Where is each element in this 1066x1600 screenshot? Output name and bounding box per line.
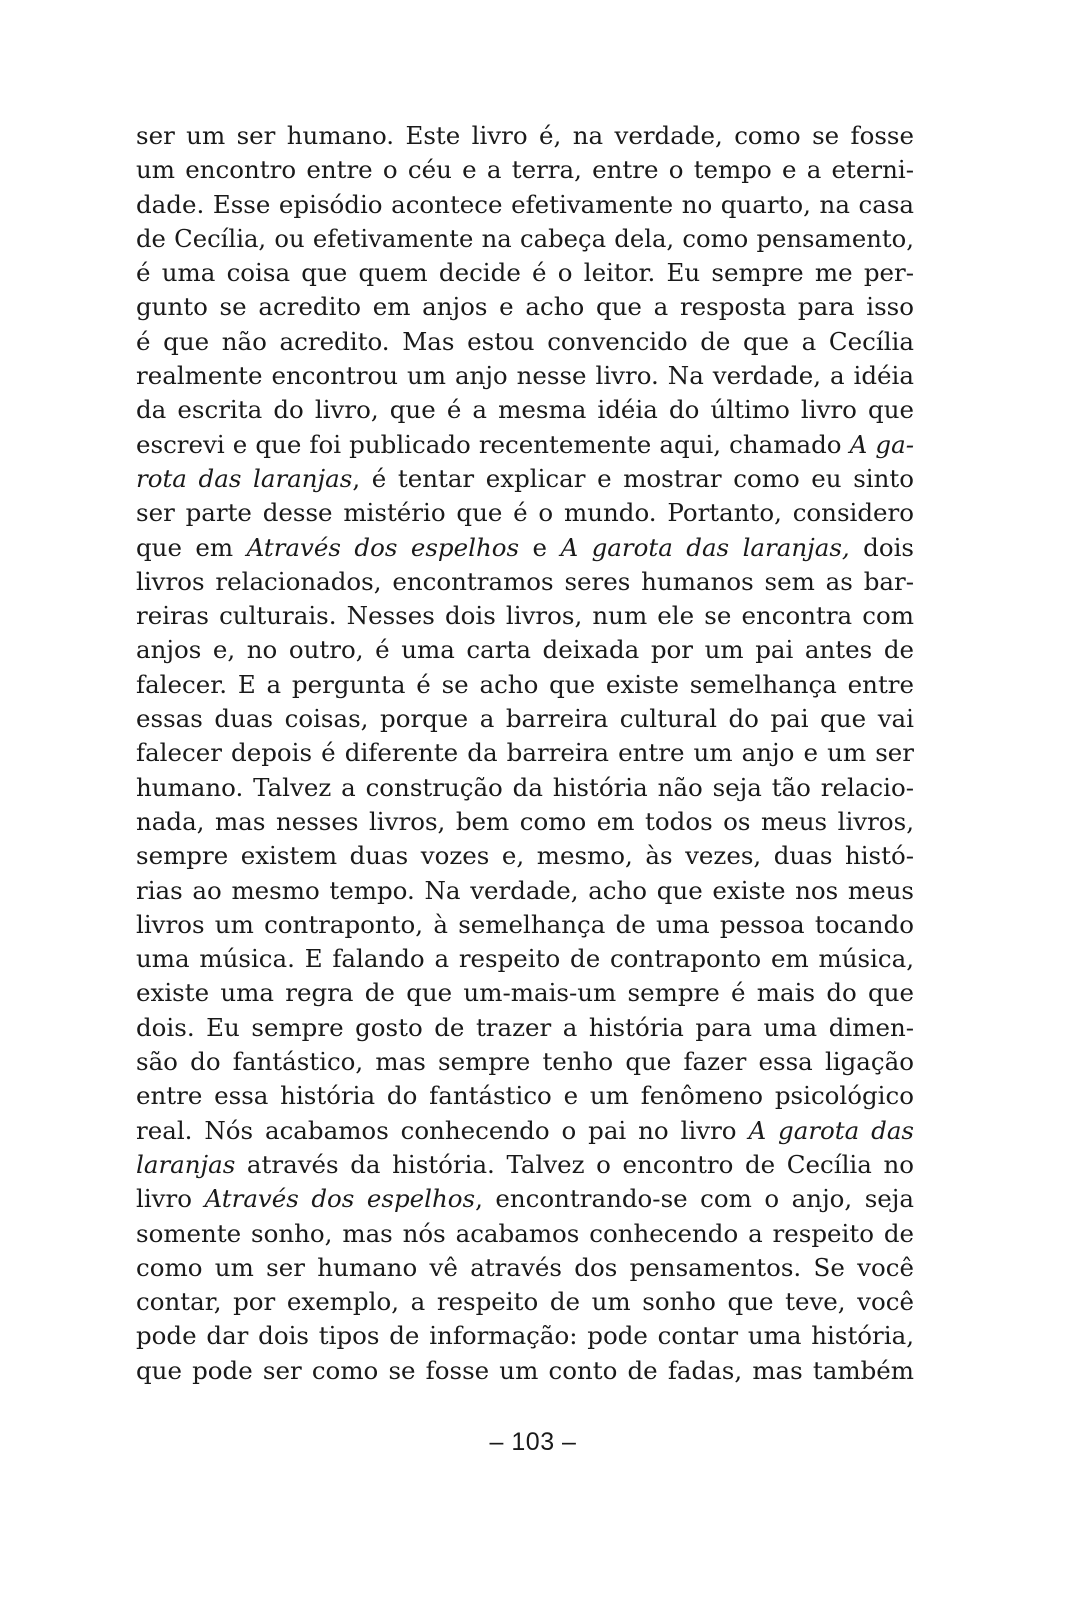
text-line <box>136 668 914 702</box>
text-segment: reiras culturais. Nesses dois livros, num ele se encontra com <box>136 601 914 631</box>
italic-title: A garota das laranjas, <box>560 532 850 562</box>
text-segment: ser parte desse mistério que é o mundo. Portanto, considero <box>136 498 914 528</box>
text-segment: falecer depois é diferente da barreira entre um anjo e um ser <box>136 738 914 768</box>
text-line <box>136 290 914 324</box>
text-line <box>136 771 914 805</box>
body-text <box>136 119 914 1388</box>
text-segment: ser um ser humano. Este livro é, na verdade, como se fosse <box>136 121 914 150</box>
italic-title: A ga- <box>849 429 914 459</box>
text-line <box>136 908 914 942</box>
text-segment: rias ao mesmo tempo. Na verdade, acho que existe nos meus <box>136 875 914 905</box>
text-line <box>136 839 914 873</box>
italic-title: Através dos espelhos <box>246 532 520 562</box>
text-line <box>136 599 914 633</box>
text-segment: existe uma regra de que um-mais-um sempre é mais do que <box>136 978 914 1008</box>
text-segment: gunto se acredito em anjos e acho que a resposta para isso <box>136 292 914 322</box>
text-segment: livro <box>136 1184 205 1214</box>
text-line <box>136 942 914 976</box>
italic-title: A garota das <box>748 1115 914 1145</box>
text-segment: dois <box>849 532 914 562</box>
text-line <box>136 736 914 770</box>
text-line <box>136 359 914 393</box>
text-segment: dois. Eu sempre gosto de trazer a história para uma dimen- <box>136 1012 914 1042</box>
text-line <box>136 1045 914 1079</box>
text-line <box>136 153 914 187</box>
text-segment: e <box>519 532 561 562</box>
text-segment: humano. Talvez a construção da história não seja tão relacio- <box>136 772 914 802</box>
text-segment: realmente encontrou um anjo nesse livro. Na verdade, a idéia <box>136 361 914 391</box>
text-line <box>136 119 914 153</box>
text-segment: da escrita do livro, que é a mesma idéia do último livro que <box>136 395 914 425</box>
text-line <box>136 633 914 667</box>
page-number: – 103 – <box>489 1428 577 1456</box>
text-segment: , é tentar explicar e mostrar como eu sinto <box>352 463 914 493</box>
italic-title: Através dos espelhos <box>204 1184 476 1214</box>
text-line <box>136 702 914 736</box>
italic-title: laranjas <box>136 1149 236 1179</box>
text-segment: real. Nós acabamos conhecendo o pai no livro <box>136 1115 749 1145</box>
text-segment: contar, por exemplo, a respeito de um sonho que teve, você <box>136 1287 914 1317</box>
text-segment: somente sonho, mas nós acabamos conhecendo a respeito de <box>136 1218 914 1248</box>
text-line <box>136 256 914 290</box>
text-line <box>136 1011 914 1045</box>
text-line <box>136 1285 914 1319</box>
text-segment: sempre existem duas vozes e, mesmo, às vezes, duas histó- <box>136 841 914 871</box>
text-line <box>136 976 914 1010</box>
text-segment: que em <box>136 532 247 562</box>
text-line <box>136 1217 914 1251</box>
text-line <box>136 1114 914 1148</box>
text-line <box>136 874 914 908</box>
text-segment: como um ser humano vê através dos pensamentos. Se você <box>136 1252 914 1282</box>
text-line <box>136 496 914 530</box>
text-line <box>136 1148 914 1182</box>
text-line <box>136 531 914 565</box>
text-line <box>136 393 914 427</box>
text-line <box>136 462 914 496</box>
text-segment: um encontro entre o céu e a terra, entre o tempo e a eterni- <box>136 155 914 185</box>
text-segment: livros relacionados, encontramos seres humanos sem as bar- <box>136 566 914 596</box>
text-line <box>136 222 914 256</box>
text-segment: de Cecília, ou efetivamente na cabeça dela, como pensamento, <box>136 223 914 253</box>
text-segment: entre essa história do fantástico e um fenômeno psicológico <box>136 1081 914 1111</box>
text-line <box>136 565 914 599</box>
text-segment: livros um contraponto, à semelhança de uma pessoa tocando <box>136 909 914 939</box>
text-segment: é que não acredito. Mas estou convencido de que a Cecília <box>136 326 914 356</box>
italic-title: rota das laranjas <box>136 463 353 493</box>
text-segment: , encontrando-se com o anjo, seja <box>475 1184 914 1214</box>
text-line <box>136 428 914 462</box>
text-line <box>136 1319 914 1353</box>
text-line <box>136 325 914 359</box>
text-line <box>136 1182 914 1216</box>
text-segment: nada, mas nesses livros, bem como em todos os meus livros, <box>136 806 914 836</box>
text-segment: escrevi e que foi publicado recentemente aqui, chamado <box>136 429 850 459</box>
text-segment: são do fantástico, mas sempre tenho que fazer essa ligação <box>136 1047 914 1077</box>
text-line <box>136 1354 914 1388</box>
text-segment: através da história. Talvez o encontro de Cecília no <box>235 1149 914 1179</box>
text-segment: anjos e, no outro, é uma carta deixada por um pai antes de <box>136 635 914 665</box>
text-segment: dade. Esse episódio acontece efetivamente no quarto, na casa <box>136 189 914 219</box>
text-line <box>136 1079 914 1113</box>
text-segment: é uma coisa que quem decide é o leitor. Eu sempre me per- <box>136 258 914 288</box>
text-line <box>136 805 914 839</box>
text-line <box>136 188 914 222</box>
text-segment: que pode ser como se fosse um conto de fadas, mas também <box>136 1355 914 1385</box>
text-segment: falecer. E a pergunta é se acho que existe semelhança entre <box>136 669 914 699</box>
text-line <box>136 1251 914 1285</box>
text-segment: essas duas coisas, porque a barreira cultural do pai que vai <box>136 704 914 734</box>
text-segment: pode dar dois tipos de informação: pode contar uma história, <box>136 1321 914 1351</box>
text-segment: uma música. E falando a respeito de contraponto em música, <box>136 944 914 974</box>
